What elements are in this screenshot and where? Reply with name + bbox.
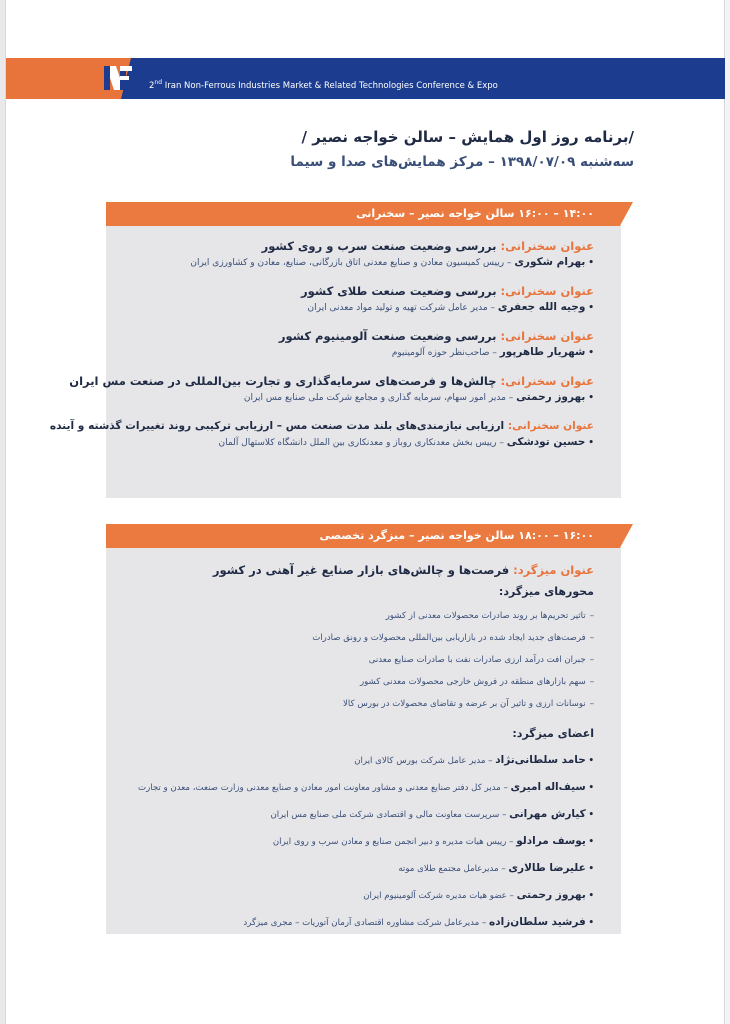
session1-talks [49,238,594,463]
member-role: – عضو هیات مدیره شرکت آلومینیوم ایران [363,891,514,901]
document-page [5,0,725,1024]
dash-icon: – [589,633,594,643]
member-item [114,828,594,855]
talk-title: بررسی وضعیت صنعت طلای کشور [301,284,497,298]
member-item [114,774,594,801]
bullet-icon: • [588,891,594,901]
bullet-icon: • [588,303,594,313]
conference-logo-icon [103,64,133,92]
speaker-name: وجیه الله جعفری [497,301,586,313]
member-role: – رییس هیات مدیره و دبیر انجمن صنایع و معادن سرب و روی ایران [272,837,514,847]
bullet-icon: • [588,810,594,820]
panel-heading [114,562,594,579]
speaker-name: بهروز رحمتی [516,391,586,403]
program-title: /برنامه روز اول همایش – سالن خواجه نصیر / [301,128,634,146]
talk-item [49,418,594,451]
bullet-icon: • [588,438,594,448]
talk-label: عنوان سخنرانی: [500,239,594,253]
talk-title: بررسی وضعیت صنعت سرب و روی کشور [261,239,497,253]
member-name: فرشید سلطان‌زاده [489,916,586,928]
bullet-icon: • [588,837,594,847]
member-item [114,801,594,828]
topics-list [114,605,594,715]
talk-title: بررسی وضعیت صنعت آلومینیوم کشور [278,329,497,343]
member-name: سیف‌اله امیری [510,781,586,793]
talk-item [114,328,594,361]
speaker-role: – رییس کمیسیون معادن و صنایع معدنی اتاق بازرگانی، صنایع، معادن و کشاورزی ایران [190,258,512,268]
member-name: یوسف مرادلو [516,835,586,847]
member-role: – مدیر کل دفتر صنایع معدنی و مشاور معاونت امور معادن و صنایع معدنی وزارت صنعت، معدن و تجارت [138,783,508,793]
dash-icon: – [589,699,594,709]
panel-label: عنوان میزگرد: [513,563,594,577]
member-item [114,909,594,936]
talk-title: چالش‌ها و فرصت‌های سرمایه‌گذاری و تجارت بین‌المللی در صنعت مس ایران [69,374,497,388]
conference-title [149,79,498,91]
member-name: حامد سلطانی‌نژاد [495,754,586,766]
member-role: – مدیرعامل شرکت مشاوره اقتصادی آرمان آتوریات – مجری میزگرد [243,918,487,928]
dash-icon: – [589,655,594,665]
bullet-icon: • [588,783,594,793]
topic-item [114,671,594,693]
bullet-icon: • [588,756,594,766]
member-name: بهروز رحمتی [516,889,586,901]
panel-title: فرصت‌ها و چالش‌های بازار صنایع غیر آهنی در کشور [212,563,510,577]
bullet-icon: • [588,864,594,874]
topic-text: فرصت‌های جدید ایجاد شده در بازاریابی بین‌المللی محصولات و رونق صادرات [312,633,586,643]
topic-item [114,627,594,649]
members-heading: اعضای میزگرد: [512,727,594,740]
member-role: – سرپرست معاونت مالی و اقتصادی شرکت ملی صنایع مس ایران [270,810,507,820]
talk-label: عنوان سخنرانی: [500,284,594,298]
speaker-role: – مدیر امور سهام، سرمایه گذاری و مجامع شرکت ملی صنایع مس ایران [243,393,514,403]
speaker-name: بهرام شکوری [514,256,586,268]
talk-item [69,373,594,406]
conference-title-text: Iran Non-Ferrous Industries Market & Related Technologies Conference & Expo [164,80,498,91]
topic-text: سهم بازارهای منطقه در فروش خارجی محصولات معدنی کشور [359,677,586,687]
conference-ordinal: nd [154,79,163,86]
topic-item [114,693,594,715]
topic-item [114,649,594,671]
member-name: علیرضا طالاری [508,862,586,874]
bullet-icon: • [588,348,594,358]
session2-band-text: ۱۶:۰۰ – ۱۸:۰۰ سالن خواجه نصیر – میزگرد تخصصی [319,529,594,542]
member-name: کیارش مهرانی [509,808,586,820]
session2-content [114,562,594,936]
topic-text: جبران افت درآمد ارزی صادرات نفت با صادرات صنایع معدنی [368,655,586,665]
talk-label: عنوان سخنرانی: [500,374,594,388]
conference-number: 2 [149,80,155,91]
bullet-icon: • [588,258,594,268]
speaker-role: – مدیر عامل شرکت تهیه و تولید مواد معدنی ایران [307,303,496,313]
talk-label: عنوان سخنرانی: [507,420,594,432]
bullet-icon: • [588,918,594,928]
member-role: – مدیر عامل شرکت بورس کالای ایران [354,756,493,766]
speaker-role: – رییس بخش معدنکاری روباز و معدنکاری بین الملل دانشگاه کلاستهال آلمان [218,438,504,448]
page-edge [725,0,730,1024]
speaker-name: حسین تودشکی [506,436,586,448]
topic-text: تاثیر تحریم‌ها بر روند صادرات محصولات معدنی از کشور [385,611,586,621]
talk-item [114,238,594,271]
session1-band-text: ۱۴:۰۰ – ۱۶:۰۰ سالن خواجه نصیر – سخنرانی [356,207,594,220]
member-item [114,747,594,774]
member-item [114,855,594,882]
dash-icon: – [589,677,594,687]
speaker-name: شهریار طاهرپور [499,346,586,358]
topic-item [114,605,594,627]
speaker-role: – صاحب‌نظر حوزه آلومینیوم [391,348,497,358]
bullet-icon: • [588,393,594,403]
member-role: – مدیرعامل مجتمع طلای موته [398,864,506,874]
topics-heading: محورهای میزگرد: [498,585,594,598]
talk-label: عنوان سخنرانی: [500,329,594,343]
members-list [114,747,594,936]
talk-item [114,283,594,316]
topic-text: نوسانات ارزی و تاثیر آن بر عرضه و تقاضای محصولات در بورس کالا [343,699,586,709]
dash-icon: – [589,611,594,621]
program-subtitle: سه‌شنبه ۱۳۹۸/۰۷/۰۹ – مرکز همایش‌های صدا و سیما [290,154,634,170]
talk-title: ارزیابی نیازمندی‌های بلند مدت صنعت مس – ارزیابی ترکیبی روند تغییرات گذشته و آینده [49,420,505,432]
member-item [114,882,594,909]
